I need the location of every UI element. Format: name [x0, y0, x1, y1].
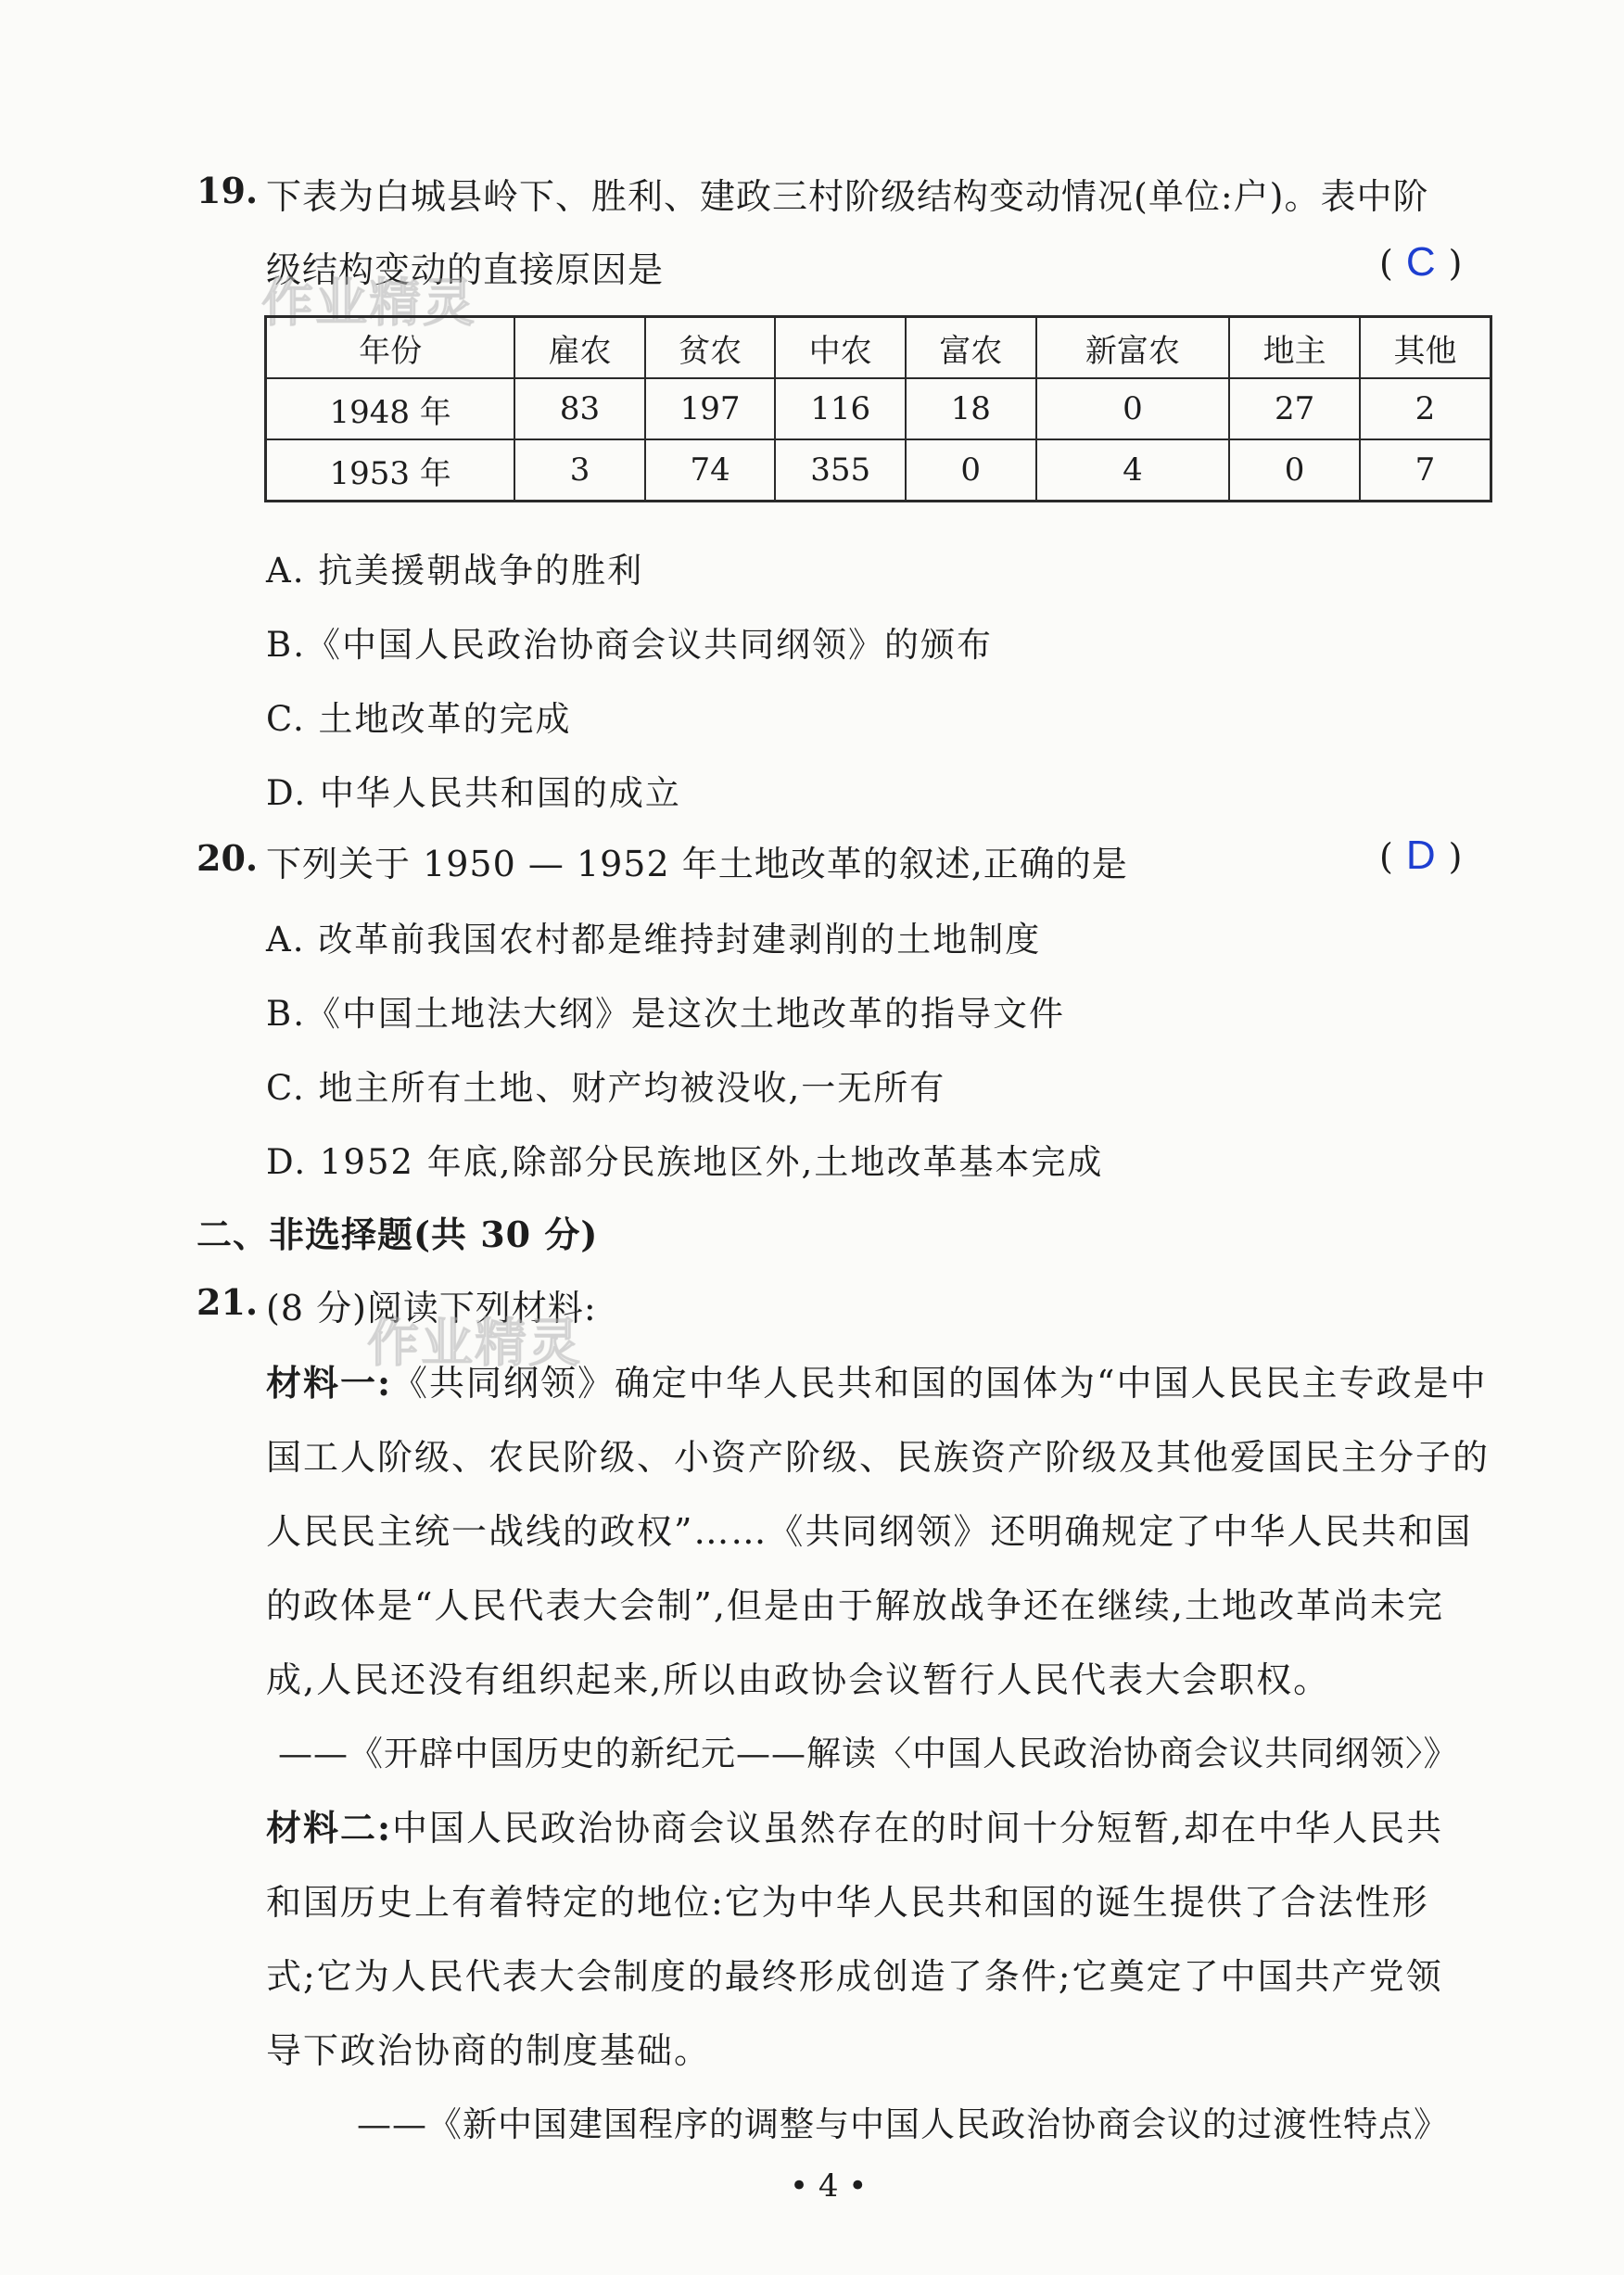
- table-row: [266, 439, 1491, 502]
- q20-answer: [1379, 832, 1462, 879]
- table-cell: 355: [775, 439, 906, 502]
- table-cell: 83: [514, 378, 645, 439]
- material1-text: 《共同纲领》确定中华人民共和国的国体为“中国人民民主专政是中: [392, 1363, 1488, 1404]
- table-row: [266, 378, 1491, 439]
- table-cell: 0: [1036, 378, 1230, 439]
- material1-line: 国工人阶级、农民阶级、小资产阶级、民族资产阶级及其他爱国民主分子的: [266, 1437, 1491, 1478]
- answer-paren-open: (: [1379, 243, 1393, 284]
- table-cell: 1948 年: [266, 378, 515, 439]
- page-number: • 4 •: [790, 2167, 868, 2205]
- material2-text: 中国人民政治协商会议虽然存在的时间十分短暂,却在中华人民共: [392, 1808, 1444, 1849]
- q19-stem-line1: 下表为白城县岭下、胜利、建政三村阶级结构变动情况(单位:户)。表中阶: [266, 176, 1429, 217]
- table-cell: 197: [645, 378, 776, 439]
- q19-number: 19.: [197, 170, 259, 211]
- q19-option-d: D. 中华人民共和国的成立: [266, 773, 681, 813]
- q19-option-c: C. 土地改革的完成: [266, 699, 572, 739]
- class-structure-table: [264, 315, 1492, 502]
- table-cell: 4: [1036, 439, 1230, 502]
- q19-stem-line2: 级结构变动的直接原因是: [266, 249, 665, 290]
- table-header-cell: 地主: [1229, 317, 1360, 379]
- watermark-logo: 作业精灵: [367, 1314, 582, 1374]
- answer-paren-close: ): [1448, 836, 1463, 877]
- q21-intro: (8 分)阅读下列材料:: [266, 1288, 597, 1328]
- q19-answer: [1379, 239, 1462, 286]
- material2-label: 材料二:: [266, 1807, 393, 1849]
- table-header-cell: 新富农: [1036, 317, 1230, 379]
- q19-option-a: A. 抗美援朝战争的胜利: [266, 551, 644, 591]
- q20-number: 20.: [197, 837, 259, 879]
- answer-paren-open: (: [1379, 836, 1393, 877]
- q21-number: 21.: [197, 1281, 259, 1323]
- answer-paren-close: ): [1448, 243, 1463, 284]
- table-cell: 116: [775, 378, 906, 439]
- material2-line: [266, 1799, 1443, 1850]
- material2-line: 和国历史上有着特定的地位:它为中华人民共和国的诞生提供了合法性形: [266, 1882, 1429, 1923]
- table-cell: 7: [1360, 439, 1491, 502]
- table-cell: 2: [1360, 378, 1491, 439]
- table-header-cell: 贫农: [645, 317, 776, 379]
- table-header-cell: 年份: [266, 317, 515, 379]
- table-header-cell: 雇农: [514, 317, 645, 379]
- material1-line: 的政体是“人民代表大会制”,但是由于解放战争还在继续,土地改革尚未完: [266, 1585, 1445, 1626]
- material2-line: 导下政治协商的制度基础。: [266, 2030, 712, 2071]
- table-header-cell: 中农: [775, 317, 906, 379]
- table-cell: 74: [645, 439, 776, 502]
- material2-source: ——《新中国建国程序的调整与中国人民政治协商会议的过渡性特点》: [357, 2104, 1449, 2144]
- material1-line: 人民民主统一战线的政权”……《共同纲领》还明确规定了中华人民共和国: [266, 1511, 1473, 1552]
- q19-option-b: B.《中国人民政治协商会议共同纲领》的颁布: [266, 625, 993, 665]
- table-header-cell: 其他: [1360, 317, 1491, 379]
- table-cell: 0: [1229, 439, 1360, 502]
- material1-line: 成,人民还没有组织起来,所以由政协会议暂行人民代表大会职权。: [266, 1659, 1331, 1700]
- section-title: 二、非选择题(共 30 分): [197, 1214, 599, 1255]
- table-cell: 1953 年: [266, 439, 515, 502]
- table-cell: 18: [906, 378, 1036, 439]
- table-cell: 3: [514, 439, 645, 502]
- q20-option-a: A. 改革前我国农村都是维持封建剥削的土地制度: [266, 920, 1042, 960]
- watermark-logo: 作业精灵: [261, 273, 476, 334]
- table-header-row: [266, 317, 1491, 379]
- q20-option-b: B.《中国土地法大纲》是这次土地改革的指导文件: [266, 994, 1065, 1034]
- material1-line: [266, 1354, 1487, 1405]
- q20-answer-letter: D: [1405, 832, 1436, 878]
- table-cell: 27: [1229, 378, 1360, 439]
- material2-line: 式;它为人民代表大会制度的最终形成创造了条件;它奠定了中国共产党领: [266, 1956, 1443, 1997]
- q20-stem: 下列关于 1950 — 1952 年土地改革的叙述,正确的是: [266, 844, 1128, 884]
- q20-option-c: C. 地主所有土地、财产均被没收,一无所有: [266, 1068, 946, 1108]
- table-header-cell: 富农: [906, 317, 1036, 379]
- material1-source: ——《开辟中国历史的新纪元——解读〈中国人民政治协商会议共同纲领〉》: [278, 1734, 1459, 1773]
- table-cell: 0: [906, 439, 1036, 502]
- q20-option-d: D. 1952 年底,除部分民族地区外,土地改革基本完成: [266, 1142, 1104, 1182]
- q19-answer-letter: C: [1405, 239, 1436, 285]
- material1-label: 材料一:: [266, 1362, 393, 1404]
